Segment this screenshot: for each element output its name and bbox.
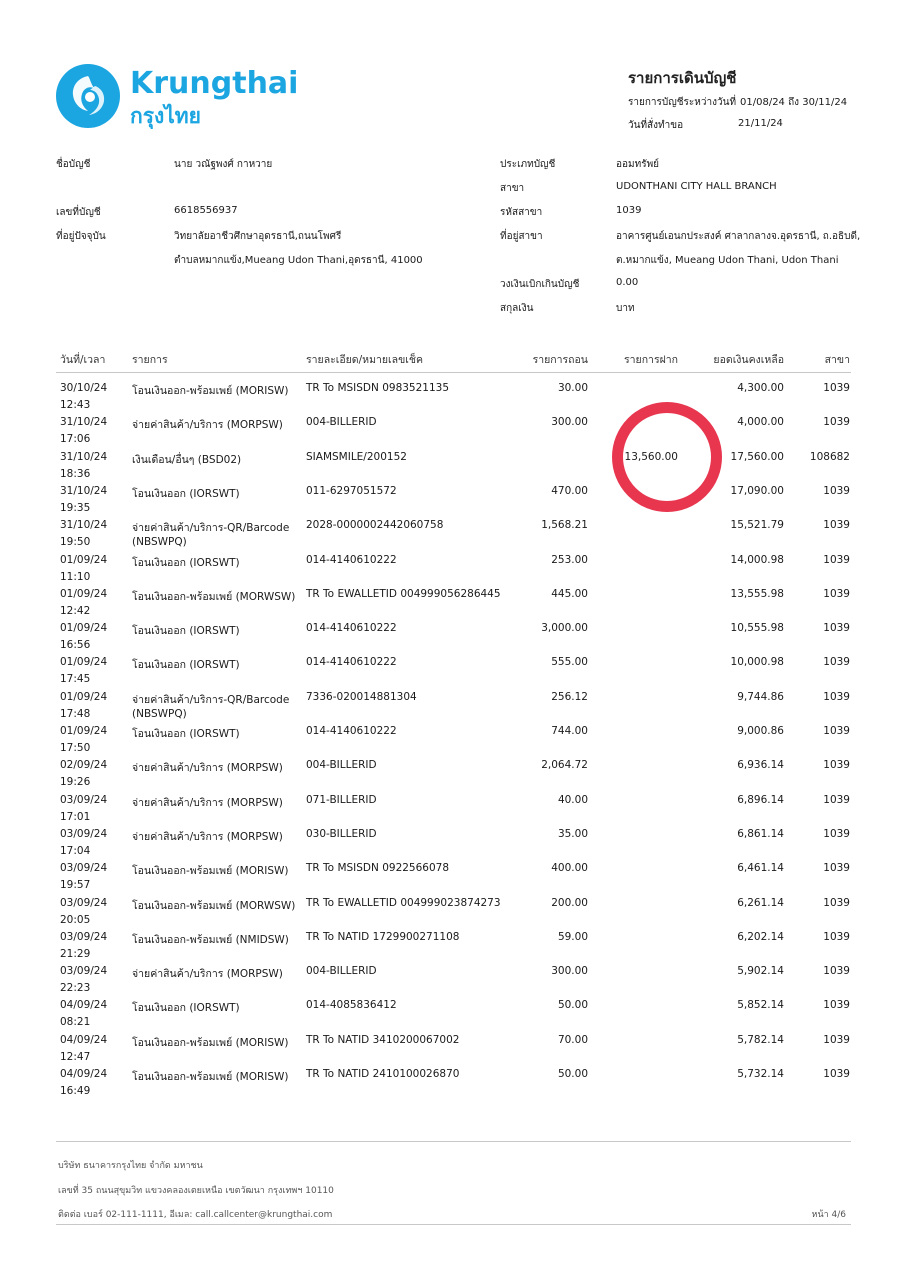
table-row xyxy=(0,656,906,690)
row-balance: 10,000.98 xyxy=(730,656,784,669)
row-time: 16:49 xyxy=(60,1085,91,1097)
address-line2: ตำบลหมากแข้ง,Mueang Udon Thani,อุดรธานี, 41000 xyxy=(174,255,423,266)
row-withdrawal: 50.00 xyxy=(557,999,588,1012)
row-detail: 014-4140610222 xyxy=(306,725,397,737)
row-description: โอนเงินออก-พร้อมเพย์ (MORWSW) xyxy=(132,899,296,912)
branch-address-label: ที่อยู่สาขา xyxy=(500,231,543,242)
row-time: 19:50 xyxy=(60,536,91,549)
row-detail: 014-4085836412 xyxy=(306,999,397,1012)
table-row xyxy=(0,588,906,622)
row-description-cont: (NBSWPQ) xyxy=(132,536,187,549)
row-balance: 6,202.14 xyxy=(737,930,784,943)
row-balance: 6,896.14 xyxy=(737,793,784,806)
row-branch: 1039 xyxy=(823,1068,850,1080)
footer-contact: ติดต่อ เบอร์ 02-111-1111, อีเมล: call.callcenter@krungthai.com xyxy=(58,1210,333,1220)
row-detail: 011-6297051572 xyxy=(306,484,397,497)
overdraft-label: วงเงินเบิกเกินบัญชี xyxy=(500,279,580,290)
row-detail: TR To EWALLETID 004999023874273 xyxy=(306,896,501,909)
row-date: 01/09/24 xyxy=(60,553,108,566)
row-date: 04/09/24 xyxy=(60,1068,108,1080)
request-date-label: วันที่สั่งทำขอ xyxy=(628,120,684,131)
row-withdrawal: 3,000.00 xyxy=(541,622,588,635)
row-time: 19:26 xyxy=(60,776,91,789)
table-row xyxy=(0,416,906,450)
row-branch: 1039 xyxy=(823,725,850,737)
row-time: 17:04 xyxy=(60,844,91,857)
row-detail: 004-BILLERID xyxy=(306,965,377,978)
table-row xyxy=(0,828,906,862)
request-date-value: 21/11/24 xyxy=(738,118,783,129)
row-detail: TR To MSISDN 0922566078 xyxy=(306,862,450,875)
row-description: จ่ายค่าสินค้า/บริการ (MORPSW) xyxy=(132,968,283,981)
footer-company: บริษัท ธนาคารกรุงไทย จำกัด มหาชน xyxy=(58,1161,203,1171)
row-branch: 1039 xyxy=(823,553,850,566)
row-branch: 1039 xyxy=(823,690,850,703)
row-description: เงินเดือน/อื่นๆ (BSD02) xyxy=(132,453,242,466)
row-description: โอนเงินออก-พร้อมเพย์ (MORISW) xyxy=(132,1071,289,1083)
header-detail: รายละเอียด/หมายเลขเช็ค xyxy=(306,354,423,366)
address-line1: วิทยาลัยอาชีวศึกษาอุดรธานี,ถนนโพศรี xyxy=(174,231,342,242)
header-withdrawal: รายการถอน xyxy=(532,354,588,366)
row-date: 01/09/24 xyxy=(60,587,108,600)
row-description: โอนเงินออก-พร้อมเพย์ (MORWSW) xyxy=(132,590,296,603)
row-withdrawal: 744.00 xyxy=(551,725,588,737)
row-detail: 030-BILLERID xyxy=(306,827,377,840)
row-detail: 2028-0000002442060758 xyxy=(306,519,444,532)
account-type-label: ประเภทบัญชี xyxy=(500,159,556,170)
row-branch: 1039 xyxy=(823,1033,850,1046)
row-withdrawal: 300.00 xyxy=(551,416,588,429)
branch-label: สาขา xyxy=(500,183,525,194)
row-description: โอนเงินออก (IORSWT) xyxy=(132,625,240,638)
table-row xyxy=(0,691,906,725)
row-time: 12:42 xyxy=(60,604,91,617)
row-balance: 9,000.86 xyxy=(737,725,784,737)
header-divider xyxy=(56,372,851,373)
row-detail: TR To NATID 3410200067002 xyxy=(306,1033,460,1046)
row-date: 01/09/24 xyxy=(60,725,108,737)
account-type-value: ออมทรัพย์ xyxy=(616,159,660,170)
account-number-label: เลขที่บัญชี xyxy=(56,207,101,218)
row-withdrawal: 30.00 xyxy=(557,382,588,394)
row-date: 04/09/24 xyxy=(60,1033,108,1046)
account-name-value: นาย วณัฐพงศ์ กาหวาย xyxy=(174,159,273,170)
row-description: จ่ายค่าสินค้า/บริการ (MORPSW) xyxy=(132,796,283,809)
row-balance: 14,000.98 xyxy=(730,553,784,566)
row-withdrawal: 1,568.21 xyxy=(541,519,588,532)
period-label: รายการบัญชีระหว่างวันที่ xyxy=(628,97,737,108)
row-detail: 004-BILLERID xyxy=(306,416,377,429)
table-row xyxy=(0,382,906,416)
row-balance: 9,744.86 xyxy=(737,690,784,703)
table-row xyxy=(0,519,906,553)
row-withdrawal: 253.00 xyxy=(551,553,588,566)
row-date: 01/09/24 xyxy=(60,656,108,669)
row-time: 17:06 xyxy=(60,433,91,446)
table-row xyxy=(0,794,906,828)
currency-value: บาท xyxy=(616,303,635,314)
row-branch: 1039 xyxy=(823,519,850,532)
row-date: 02/09/24 xyxy=(60,759,108,772)
row-date: 30/10/24 xyxy=(60,382,108,394)
table-row xyxy=(0,725,906,759)
row-balance: 4,300.00 xyxy=(737,382,784,394)
row-balance: 6,261.14 xyxy=(737,896,784,909)
row-date: 01/09/24 xyxy=(60,622,108,635)
row-withdrawal: 300.00 xyxy=(551,965,588,978)
row-withdrawal: 40.00 xyxy=(557,793,588,806)
row-description: โอนเงินออก (IORSWT) xyxy=(132,1002,240,1015)
row-time: 17:45 xyxy=(60,673,91,686)
row-detail: 071-BILLERID xyxy=(306,793,377,806)
table-row xyxy=(0,965,906,999)
footer-divider-top xyxy=(56,1141,851,1142)
row-branch: 1039 xyxy=(823,965,850,978)
row-date: 03/09/24 xyxy=(60,862,108,875)
row-time: 19:57 xyxy=(60,879,91,892)
row-detail: TR To NATID 2410100026870 xyxy=(306,1068,460,1080)
row-description: โอนเงินออก (IORSWT) xyxy=(132,556,240,569)
row-branch: 1039 xyxy=(823,656,850,669)
branch-address-line1: อาคารศูนย์เอนกประสงค์ ศาลากลางจ.อุดรธานี, ถ.อธิบดี, xyxy=(616,231,861,242)
row-withdrawal: 470.00 xyxy=(551,484,588,497)
row-branch: 1039 xyxy=(823,484,850,497)
row-branch: 1039 xyxy=(823,587,850,600)
row-detail: TR To EWALLETID 004999056286445 xyxy=(306,587,501,600)
period-value: 01/08/24 ถึง 30/11/24 xyxy=(740,97,848,108)
highlight-circle-mark xyxy=(612,402,722,512)
header-description: รายการ xyxy=(132,354,168,366)
footer-address: เลขที่ 35 ถนนสุขุมวิท แขวงคลองเตยเหนือ เขตวัฒนา กรุงเทพฯ 10110 xyxy=(58,1186,334,1196)
branch-value: UDONTHANI CITY HALL BRANCH xyxy=(616,181,777,192)
footer-divider-bottom xyxy=(56,1224,851,1225)
table-row xyxy=(0,1068,906,1102)
row-balance: 5,732.14 xyxy=(737,1068,784,1080)
row-time: 22:23 xyxy=(60,982,91,995)
branch-code-value: 1039 xyxy=(616,205,642,216)
row-balance: 4,000.00 xyxy=(737,416,784,429)
row-detail: TR To MSISDN 0983521135 xyxy=(306,382,450,394)
row-branch: 1039 xyxy=(823,930,850,943)
row-branch: 1039 xyxy=(823,999,850,1012)
branch-address-line2: ต.หมากแข้ง, Mueang Udon Thani, Udon Thani xyxy=(616,255,839,266)
row-description: จ่ายค่าสินค้า/บริการ (MORPSW) xyxy=(132,419,283,432)
row-detail: 7336-020014881304 xyxy=(306,690,417,703)
row-description: โอนเงินออก (IORSWT) xyxy=(132,728,240,740)
row-detail: 004-BILLERID xyxy=(306,759,377,772)
row-date: 31/10/24 xyxy=(60,416,108,429)
row-balance: 5,852.14 xyxy=(737,999,784,1012)
row-date: 03/09/24 xyxy=(60,896,108,909)
row-withdrawal: 70.00 xyxy=(557,1033,588,1046)
table-row xyxy=(0,1034,906,1068)
row-time: 19:35 xyxy=(60,501,91,514)
table-row xyxy=(0,999,906,1033)
row-branch: 1039 xyxy=(823,793,850,806)
row-deposit: 13,560.00 xyxy=(624,450,678,463)
row-date: 31/10/24 xyxy=(60,450,108,463)
row-time: 18:36 xyxy=(60,467,91,480)
row-description: โอนเงินออก (IORSWT) xyxy=(132,659,240,672)
brand-name-th: กรุงไทย xyxy=(130,104,201,128)
table-row xyxy=(0,862,906,896)
row-branch: 1039 xyxy=(823,862,850,875)
row-date: 03/09/24 xyxy=(60,930,108,943)
row-branch: 1039 xyxy=(823,382,850,394)
row-balance: 6,861.14 xyxy=(737,827,784,840)
row-balance: 17,090.00 xyxy=(730,484,784,497)
row-withdrawal: 256.12 xyxy=(551,690,588,703)
row-branch: 1039 xyxy=(823,416,850,429)
overdraft-value: 0.00 xyxy=(616,277,639,288)
header-datetime: วันที่/เวลา xyxy=(60,354,106,366)
header-balance: ยอดเงินคงเหลือ xyxy=(713,354,784,366)
row-branch: 1039 xyxy=(823,896,850,909)
table-row xyxy=(0,759,906,793)
row-date: 03/09/24 xyxy=(60,965,108,978)
row-description: โอนเงินออก (IORSWT) xyxy=(132,487,240,500)
row-description: โอนเงินออก-พร้อมเพย์ (MORISW) xyxy=(132,865,289,878)
table-row xyxy=(0,897,906,931)
row-description: โอนเงินออก-พร้อมเพย์ (MORISW) xyxy=(132,1036,289,1049)
branch-code-label: รหัสสาขา xyxy=(500,207,543,218)
table-row xyxy=(0,931,906,965)
row-description: จ่ายค่าสินค้า/บริการ (MORPSW) xyxy=(132,830,283,843)
row-detail: SIAMSMILE/200152 xyxy=(306,450,407,463)
header-branch: สาขา xyxy=(824,354,850,366)
row-detail: 014-4140610222 xyxy=(306,656,397,669)
row-balance: 13,555.98 xyxy=(730,587,784,600)
row-balance: 15,521.79 xyxy=(730,519,784,532)
currency-label: สกุลเงิน xyxy=(500,303,534,314)
row-time: 12:47 xyxy=(60,1050,91,1063)
row-balance: 5,782.14 xyxy=(737,1033,784,1046)
account-name-label: ชื่อบัญชี xyxy=(56,159,91,170)
row-time: 20:05 xyxy=(60,913,91,926)
row-date: 03/09/24 xyxy=(60,827,108,840)
row-withdrawal: 200.00 xyxy=(551,896,588,909)
row-balance: 6,461.14 xyxy=(737,862,784,875)
address-label: ที่อยู่ปัจจุบัน xyxy=(56,231,106,242)
row-branch: 108682 xyxy=(809,450,850,463)
row-withdrawal: 2,064.72 xyxy=(541,759,588,772)
row-time: 17:48 xyxy=(60,707,91,720)
row-detail: TR To NATID 1729900271108 xyxy=(306,930,460,943)
row-balance: 6,936.14 xyxy=(737,759,784,772)
row-withdrawal: 50.00 xyxy=(557,1068,588,1080)
row-date: 31/10/24 xyxy=(60,519,108,532)
row-description: จ่ายค่าสินค้า/บริการ-QR/Barcode xyxy=(132,522,290,535)
row-date: 01/09/24 xyxy=(60,690,108,703)
row-balance: 17,560.00 xyxy=(730,450,784,463)
row-time: 21:29 xyxy=(60,947,91,960)
row-time: 12:43 xyxy=(60,399,91,411)
row-date: 03/09/24 xyxy=(60,793,108,806)
krungthai-logo-icon xyxy=(56,64,120,128)
table-row xyxy=(0,451,906,485)
table-row xyxy=(0,622,906,656)
row-balance: 10,555.98 xyxy=(730,622,784,635)
row-date: 04/09/24 xyxy=(60,999,108,1012)
row-detail: 014-4140610222 xyxy=(306,553,397,566)
row-branch: 1039 xyxy=(823,622,850,635)
row-time: 17:50 xyxy=(60,742,91,754)
row-description: จ่ายค่าสินค้า/บริการ (MORPSW) xyxy=(132,762,283,775)
row-detail: 014-4140610222 xyxy=(306,622,397,635)
row-branch: 1039 xyxy=(823,827,850,840)
row-time: 17:01 xyxy=(60,810,91,823)
footer-page-number: หน้า 4/6 xyxy=(811,1210,846,1220)
account-number-value: 6618556937 xyxy=(174,205,238,216)
row-description: โอนเงินออก-พร้อมเพย์ (NMIDSW) xyxy=(132,933,289,946)
row-withdrawal: 35.00 xyxy=(557,827,588,840)
table-row xyxy=(0,485,906,519)
row-time: 11:10 xyxy=(60,570,91,583)
table-row xyxy=(0,554,906,588)
row-withdrawal: 445.00 xyxy=(551,587,588,600)
statement-title: รายการเดินบัญชี xyxy=(628,69,737,87)
row-time: 16:56 xyxy=(60,639,91,652)
row-date: 31/10/24 xyxy=(60,484,108,497)
row-time: 08:21 xyxy=(60,1016,91,1029)
row-balance: 5,902.14 xyxy=(737,965,784,978)
row-withdrawal: 400.00 xyxy=(551,862,588,875)
row-description: โอนเงินออก-พร้อมเพย์ (MORISW) xyxy=(132,385,289,397)
row-withdrawal: 555.00 xyxy=(551,656,588,669)
row-description-cont: (NBSWPQ) xyxy=(132,707,187,720)
header-deposit: รายการฝาก xyxy=(624,354,678,366)
brand-name-en: Krungthai xyxy=(130,66,299,101)
row-withdrawal: 59.00 xyxy=(557,930,588,943)
row-description: จ่ายค่าสินค้า/บริการ-QR/Barcode xyxy=(132,693,290,706)
row-branch: 1039 xyxy=(823,759,850,772)
